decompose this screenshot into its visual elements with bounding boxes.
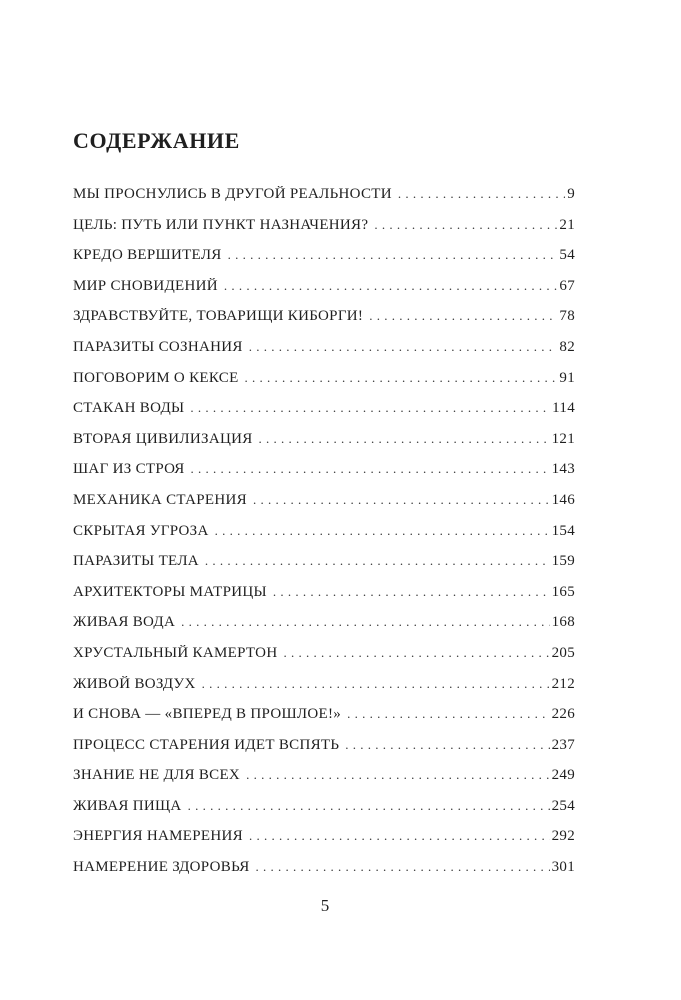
toc-entry-title: ЭНЕРГИЯ НАМЕРЕНИЯ <box>73 828 243 845</box>
dot-leader <box>181 614 550 630</box>
toc-entry-title: ЖИВАЯ ВОДА <box>73 614 176 631</box>
dot-leader <box>215 523 550 539</box>
toc-entry-page: 21 <box>559 216 575 233</box>
toc-entry <box>73 339 575 370</box>
toc-entry-page: 82 <box>559 338 575 355</box>
toc-entry <box>73 553 575 584</box>
table-of-contents <box>73 186 575 890</box>
toc-entry-page: 165 <box>551 583 575 600</box>
toc-entry-title: МИР СНОВИДЕНИЙ <box>73 277 218 294</box>
toc-entry-title: ХРУСТАЛЬНЫЙ КАМЕРТОН <box>73 644 278 661</box>
toc-entry-title: ШАГ ИЗ СТРОЯ <box>73 461 185 478</box>
toc-entry-title: НАМЕРЕНИЕ ЗДОРОВЬЯ <box>73 859 250 876</box>
toc-entry-page: 249 <box>551 767 575 784</box>
toc-entry <box>73 370 575 401</box>
dot-leader <box>253 492 550 508</box>
dot-leader <box>245 370 558 386</box>
toc-entry-page: 91 <box>559 369 575 386</box>
toc-entry-page: 114 <box>552 400 575 417</box>
toc-entry-title: СТАКАН ВОДЫ <box>73 400 185 417</box>
toc-entry <box>73 767 575 798</box>
toc-entry-page: 212 <box>551 675 575 692</box>
toc-entry-page: 143 <box>551 461 575 478</box>
toc-entry <box>73 400 575 431</box>
toc-entry-title: СКРЫТАЯ УГРОЗА <box>73 522 209 539</box>
toc-entry-page: 254 <box>551 797 575 814</box>
toc-entry-page: 146 <box>551 491 575 508</box>
toc-entry-title: АРХИТЕКТОРЫ МАТРИЦЫ <box>73 583 267 600</box>
dot-leader <box>374 217 557 233</box>
toc-entry <box>73 798 575 829</box>
dot-leader <box>345 737 549 753</box>
toc-entry-title: КРЕДО ВЕРШИТЕЛЯ <box>73 247 222 264</box>
toc-entry <box>73 614 575 645</box>
dot-leader <box>273 584 550 600</box>
dot-leader <box>188 798 550 814</box>
toc-entry-title: ЗДРАВСТВУЙТЕ, ТОВАРИЩИ КИБОРГИ! <box>73 308 364 325</box>
toc-entry-page: 159 <box>551 553 575 570</box>
toc-entry <box>73 706 575 737</box>
page-number: 5 <box>320 896 330 915</box>
toc-entry <box>73 492 575 523</box>
dot-leader <box>259 431 550 447</box>
toc-entry <box>73 431 575 462</box>
dot-leader <box>224 278 558 294</box>
toc-entry-title: ПАРАЗИТЫ СОЗНАНИЯ <box>73 338 243 355</box>
toc-entry-page: 67 <box>559 277 575 294</box>
toc-entry-page: 154 <box>551 522 575 539</box>
page-title: СОДЕРЖАНИЕ <box>73 128 240 153</box>
dot-leader <box>256 859 550 875</box>
toc-entry <box>73 308 575 339</box>
toc-entry-page: 54 <box>559 247 575 264</box>
toc-entry <box>73 278 575 309</box>
toc-entry-page: 301 <box>551 859 575 876</box>
toc-entry-title: ЦЕЛЬ: ПУТЬ ИЛИ ПУНКТ НАЗНАЧЕНИЯ? <box>73 216 369 233</box>
toc-entry-title: МЕХАНИКА СТАРЕНИЯ <box>73 491 247 508</box>
toc-entry <box>73 676 575 707</box>
toc-entry-page: 9 <box>567 186 575 202</box>
toc-entry-title: ЖИВАЯ ПИЩА <box>73 797 182 814</box>
dot-leader <box>398 186 565 202</box>
toc-entry-title: ПРОЦЕСС СТАРЕНИЯ ИДЕТ ВСПЯТЬ <box>73 736 340 753</box>
toc-entry-page: 205 <box>551 644 575 661</box>
toc-entry-page: 237 <box>551 736 575 753</box>
toc-entry <box>73 461 575 492</box>
dot-leader <box>249 828 550 844</box>
toc-entry <box>73 186 575 217</box>
toc-entry-title: МЫ ПРОСНУЛИСЬ В ДРУГОЙ РЕАЛЬНОСТИ <box>73 186 392 202</box>
toc-entry <box>73 737 575 768</box>
dot-leader <box>246 767 550 783</box>
toc-entry-title: ВТОРАЯ ЦИВИЛИЗАЦИЯ <box>73 430 253 447</box>
dot-leader <box>190 400 550 416</box>
dot-leader <box>228 247 558 263</box>
toc-entry <box>73 217 575 248</box>
dot-leader <box>283 645 549 661</box>
toc-entry-page: 78 <box>559 308 575 325</box>
dot-leader <box>347 706 550 722</box>
dot-leader <box>202 676 550 692</box>
toc-entry-page: 121 <box>551 430 575 447</box>
toc-entry-title: И СНОВА — «ВПЕРЕД В ПРОШЛОЕ!» <box>73 706 342 723</box>
toc-entry-page: 226 <box>551 706 575 723</box>
dot-leader <box>249 339 558 355</box>
dot-leader <box>191 461 550 477</box>
toc-entry-title: ПОГОВОРИМ О КЕКСЕ <box>73 369 239 386</box>
toc-entry <box>73 645 575 676</box>
toc-entry <box>73 523 575 554</box>
toc-entry <box>73 828 575 859</box>
toc-entry-title: ЗНАНИЕ НЕ ДЛЯ ВСЕХ <box>73 767 241 784</box>
dot-leader <box>369 308 557 324</box>
dot-leader <box>205 553 550 569</box>
toc-entry-title: ПАРАЗИТЫ ТЕЛА <box>73 553 199 570</box>
toc-entry <box>73 584 575 615</box>
toc-entry-page: 292 <box>551 828 575 845</box>
toc-entry <box>73 859 575 890</box>
toc-entry <box>73 247 575 278</box>
toc-entry-title: ЖИВОЙ ВОЗДУХ <box>73 675 196 692</box>
toc-entry-page: 168 <box>551 614 575 631</box>
